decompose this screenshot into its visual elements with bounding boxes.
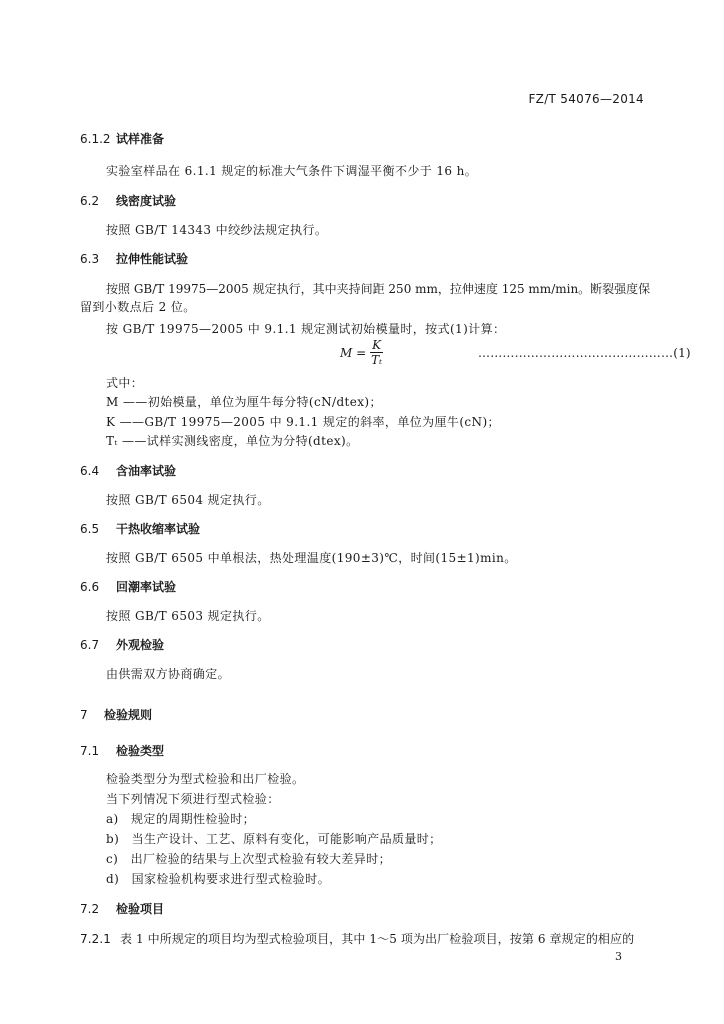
section-number: 6.4 [80, 464, 100, 478]
section-number: 6.7 [80, 638, 100, 652]
section-title: 干热收缩率试验 [116, 522, 201, 536]
section-number: 6.1.2 [80, 132, 111, 146]
list-item: a) 规定的周期性检验时； [106, 812, 256, 826]
section-number: 7.2 [80, 902, 100, 916]
paragraph: 由供需双方协商确定。 [106, 667, 231, 681]
formula-number: …………………………………………(1) [478, 346, 691, 360]
formula [340, 338, 383, 367]
where-intro: 式中： [106, 376, 144, 390]
paragraph: 按照 GB/T 6505 中单根法，热处理温度(190±3)℃，时间(15±1)min。 [106, 551, 517, 565]
section-title: 检验规则 [104, 708, 153, 722]
section-heading-6-3 [80, 250, 188, 267]
section-number: 6.2 [80, 194, 100, 208]
paragraph: 按照 GB/T 6503 规定执行。 [106, 609, 270, 623]
paragraph: 实验室样品在 6.1.1 规定的标准大气条件下调湿平衡不少于 16 h。 [106, 164, 478, 178]
section-number: 7.1 [80, 744, 100, 758]
section-heading-6-7 [80, 636, 164, 653]
standard-code: FZ/T 54076—2014 [528, 92, 644, 106]
section-title: 回潮率试验 [116, 580, 177, 594]
section-heading-6-1-2 [80, 130, 164, 147]
section-heading-6-6 [80, 578, 176, 595]
section-number: 6.5 [80, 522, 100, 536]
paragraph: 检验类型分为型式检验和出厂检验。 [106, 772, 305, 786]
section-title: 线密度试验 [116, 194, 177, 208]
page-number: 3 [615, 950, 622, 963]
list-item: c) 出厂检验的结果与上次型式检验有较大差异时； [106, 852, 392, 866]
formula-lhs: M = [340, 345, 367, 360]
formula-fraction [370, 338, 383, 367]
section-heading-6-2 [80, 192, 176, 209]
section-title: 外观检验 [116, 638, 165, 652]
section-title: 拉伸性能试验 [116, 252, 189, 266]
where-item-m: M ——初始模量，单位为厘牛每分特(cN/dtex)； [106, 395, 382, 409]
section-heading-7-2 [80, 900, 164, 917]
paragraph: 按照 GB/T 6504 规定执行。 [106, 493, 270, 507]
section-heading-6-4 [80, 462, 176, 479]
clause-7-2-1 [80, 930, 634, 947]
section-title: 检验项目 [116, 902, 165, 916]
section-heading-6-5 [80, 520, 200, 537]
section-number: 6.6 [80, 580, 100, 594]
paragraph: 按 GB/T 19975—2005 中 9.1.1 规定测试初始模量时，按式(1)计算： [106, 322, 506, 336]
section-heading-7-1 [80, 742, 164, 759]
paragraph: 按照 GB/T 14343 中绞纱法规定执行。 [106, 223, 328, 237]
list-item: d) 国家检验机构要求进行型式检验时。 [106, 872, 330, 886]
chapter-heading-7 [80, 706, 152, 723]
section-title: 检验类型 [116, 744, 165, 758]
list-item: b) 当生产设计、工艺、原料有变化，可能影响产品质量时； [106, 832, 442, 846]
section-title: 试样准备 [116, 132, 165, 146]
clause-text: 表 1 中所规定的项目均为型式检验项目，其中 1～5 项为出厂检验项目，按第 6 章规定的相应的 [120, 932, 635, 946]
paragraph: 当下列情况下须进行型式检验： [106, 792, 280, 806]
formula-numerator: K [372, 338, 382, 352]
where-item-t: Tₜ ——试样实测线密度，单位为分特(dtex)。 [106, 434, 359, 448]
section-number: 6.3 [80, 252, 100, 266]
paragraph-continuation: 留到小数点后 2 位。 [80, 300, 196, 314]
where-item-k: K ——GB/T 19975—2005 中 9.1.1 规定的斜率，单位为厘牛(cN)； [106, 415, 500, 429]
formula-denominator: Tₜ [371, 353, 383, 367]
section-title: 含油率试验 [116, 464, 177, 478]
clause-number: 7.2.1 [80, 932, 112, 946]
section-number: 7 [80, 708, 88, 722]
paragraph: 按照 GB/T 19975—2005 规定执行，其中夹持间距 250 mm，拉伸速度 125 mm/min。断裂强度保 [106, 282, 651, 296]
